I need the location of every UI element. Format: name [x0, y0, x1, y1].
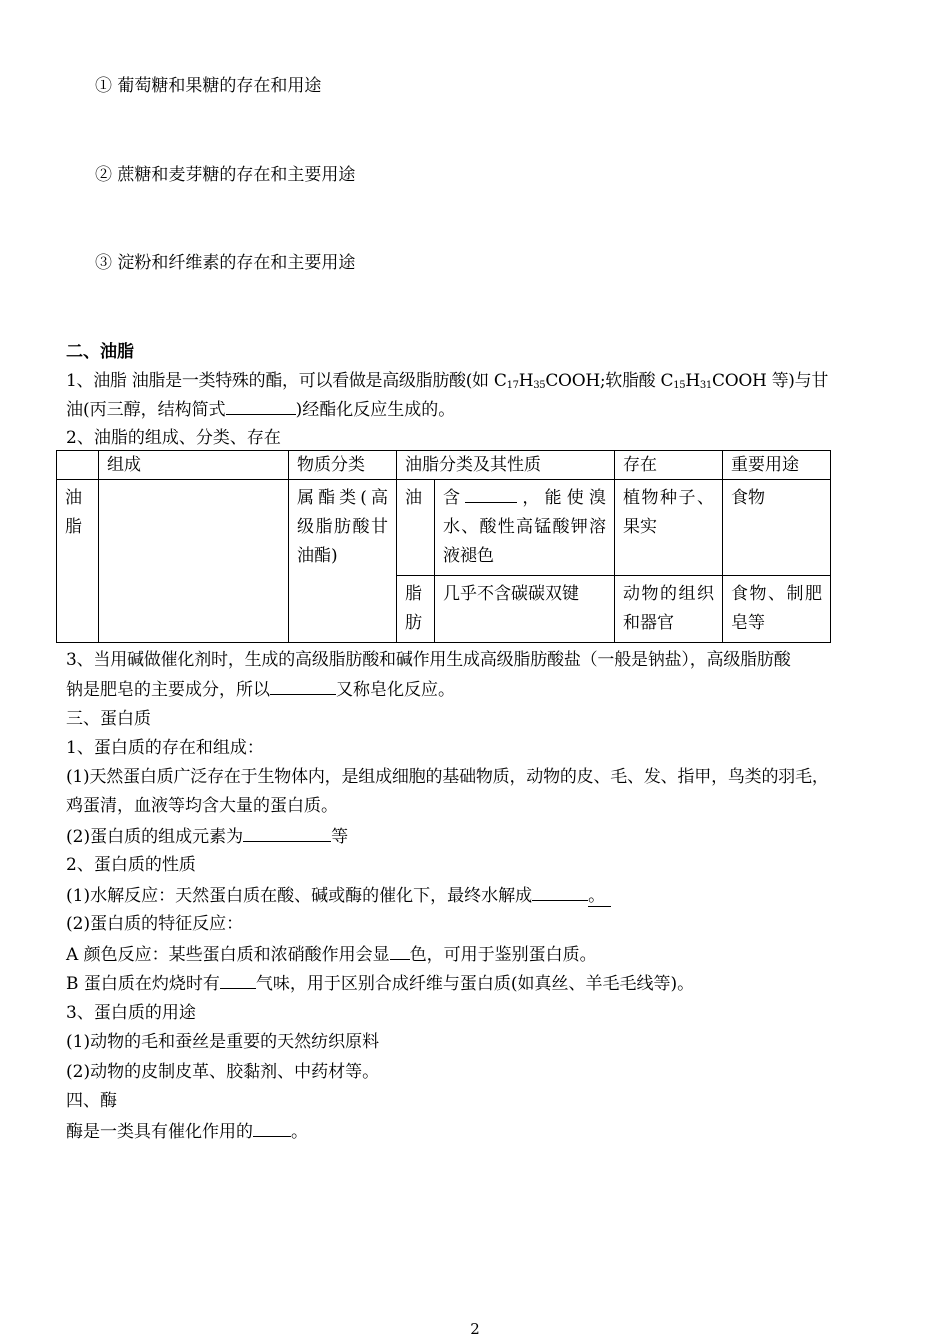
section-heading-protein: 三、蛋白质 [66, 709, 151, 729]
table-header-use: 重要用途 [723, 451, 831, 480]
answer-blank[interactable] [253, 1119, 291, 1137]
protein-subheading-3: 3、蛋白质的用途 [66, 1003, 196, 1023]
oils-paragraph-3-line-2: 钠是肥皂的主要成分，所以 又称皂化反应。 [66, 677, 455, 702]
answer-blank[interactable] [243, 824, 331, 842]
section-heading-enzyme: 四、酶 [66, 1091, 117, 1111]
table-header-existence: 存在 [615, 451, 723, 480]
protein-text-3-2: (2)动物的皮制皮革、胶黏剂、中药材等。 [66, 1062, 380, 1082]
protein-text-2-1: (1)水解反应：天然蛋白质在酸、碱或酶的催化下，最终水解成 。 [66, 883, 611, 908]
protein-text-3-1: (1)动物的毛和蚕丝是重要的天然纺织原料 [66, 1032, 380, 1052]
table-cell-fat-use: 食物、制肥皂等 [723, 576, 831, 643]
table-cell-category: 属酯类(高级脂肪酸甘油酯) [289, 480, 397, 643]
page-number: 2 [470, 1320, 480, 1338]
table-cell-fat-property: 几乎不含碳碳双键 [435, 576, 615, 643]
table-row-label-oils: 油脂 [57, 480, 99, 643]
oils-paragraph-1-line-1: 1、油脂 油脂是一类特殊的酯，可以看做是高级脂肪酸(如 $C_{17}H_{35}COOH$;软脂酸 $C_{15}H_{31}COOH$ 等)与甘 [66, 371, 829, 391]
enzyme-text: 酶是一类具有催化作用的 。 [66, 1119, 308, 1144]
answer-blank[interactable] [532, 883, 588, 901]
protein-text-1-1-line-1: (1)天然蛋白质广泛存在于生物体内，是组成细胞的基础物质，动物的皮、毛、发、指甲，鸟类的羽毛， [66, 767, 829, 787]
protein-text-2-A: A 颜色反应：某些蛋白质和浓硝酸作用会显 色，可用于鉴别蛋白质。 [66, 942, 597, 967]
oils-paragraph-3-line-1: 3、当用碱做催化剂时，生成的高级脂肪酸和碱作用生成高级脂肪酸盐（一般是钠盐），高级脂肪酸 [66, 650, 791, 670]
table-header-subclass: 油脂分类及其性质 [397, 451, 615, 480]
protein-text-1-1-line-2: 鸡蛋清，血液等均含大量的蛋白质。 [66, 796, 338, 816]
sugar-item-sucrose: ② 蔗糖和麦芽糖的存在和主要用途 [95, 165, 356, 185]
oils-table [56, 450, 831, 643]
protein-text-2-2: (2)蛋白质的特征反应： [66, 914, 244, 934]
protein-text-2-B: B 蛋白质在灼烧时有 气味，用于区别合成纤维与蛋白质(如真丝、羊毛毛线等)。 [66, 971, 694, 996]
section-heading-oils: 二、油脂 [66, 342, 134, 362]
answer-blank[interactable] [465, 485, 517, 503]
answer-blank[interactable] [226, 397, 296, 415]
protein-subheading-1: 1、蛋白质的存在和组成： [66, 738, 264, 758]
table-cell-composition [99, 480, 289, 643]
protein-text-1-2: (2)蛋白质的组成元素为 等 [66, 824, 348, 849]
sugar-item-glucose: ① 葡萄糖和果糖的存在和用途 [95, 76, 322, 96]
table-cell-oil-use: 食物 [723, 480, 831, 576]
oils-paragraph-1-line-2: 油(丙三醇，结构简式 )经酯化反应生成的。 [66, 397, 455, 422]
answer-blank[interactable] [270, 677, 336, 695]
sugar-item-starch: ③ 淀粉和纤维素的存在和主要用途 [95, 253, 356, 273]
table-cell-oil-existence: 植物种子、果实 [615, 480, 723, 576]
table-cell-fat-label: 脂肪 [397, 576, 435, 643]
oils-paragraph-2: 2、油脂的组成、分类、存在 [66, 428, 281, 448]
table-header-category: 物质分类 [289, 451, 397, 480]
answer-blank[interactable] [390, 942, 410, 960]
answer-blank[interactable] [220, 971, 256, 989]
table-cell-oil-label: 油 [397, 480, 435, 576]
table-cell-oil-property: 含 ，能使溴水、酸性高锰酸钾溶液褪色 [435, 480, 615, 576]
table-cell-empty [57, 451, 99, 480]
table-header-composition: 组成 [99, 451, 289, 480]
protein-subheading-2: 2、蛋白质的性质 [66, 855, 196, 875]
table-cell-fat-existence: 动物的组织和器官 [615, 576, 723, 643]
